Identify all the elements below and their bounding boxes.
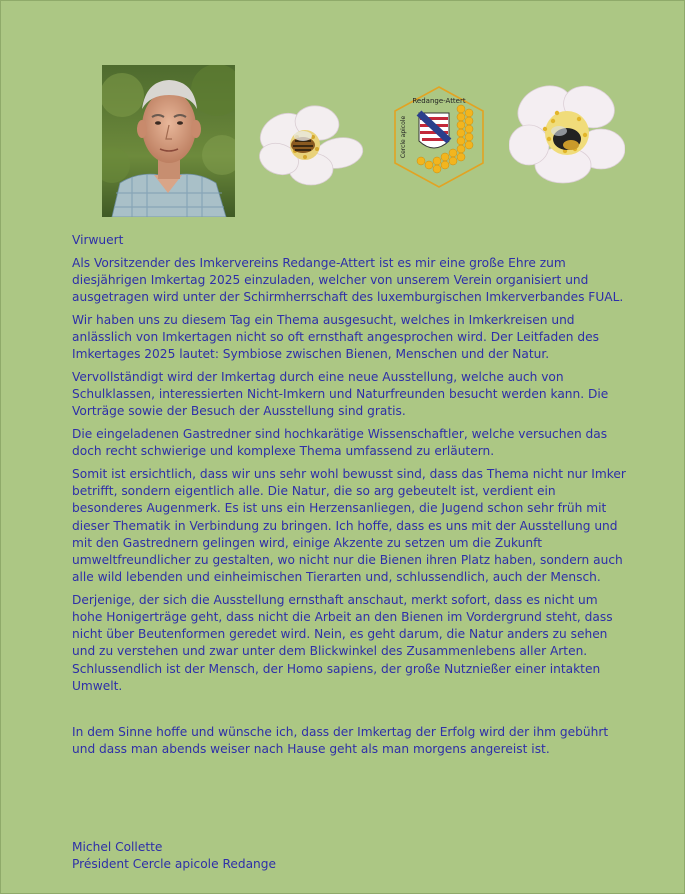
logo-top-text: Redange-Attert: [412, 97, 466, 105]
paragraph-4: Die eingeladenen Gastredner sind hochkarätige Wissenschaftler, welche versuchen das doch recht schwierige und komplexe Thema umfassend zu erläutern.: [72, 427, 608, 459]
flower-bumblebee-photo: [509, 79, 625, 187]
paragraph-1: Als Vorsitzender des Imkervereins Redange-Attert ist es mir eine große Ehre zum diesjährigen Imkertag 2025 einzuladen, welcher von unserem Verein organisiert und ausgetragen wird unter der Schirmherrschaft des luxemburgischen Imkerverbandes FUAL.: [72, 255, 624, 305]
paragraph-2: Wir haben uns zu diesem Tag ein Thema ausgesucht, welches in Imkerkreisen und anlässlich von Imkertagen nicht so oft ernsthaft angesprochen wird. Der Leitfaden des Imkertages 2025 lautet: Symbiose zwischen Bienen, Menschen und der Natur.: [72, 312, 599, 362]
author-portrait: [102, 65, 235, 217]
flower-bee-photo: [253, 103, 365, 189]
logo-side-text: Cercle apicole: [400, 115, 407, 159]
letter-body: [72, 232, 628, 764]
club-logo: [389, 83, 489, 191]
letter-heading: Virwuert: [72, 233, 124, 247]
signature-block: [72, 839, 276, 873]
paragraph-6: Derjenige, der sich die Ausstellung ernsthaft anschaut, merkt sofort, dass es nicht um hohe Honigerträge geht, dass nicht die Arbeit an den Bienen im Vordergrund steht, dass nicht über Beutenformen geredet wird. Nein, es geht darum, die Natur anders zu sehen und zu verstehen und zwar unter dem Blickwinkel des Zusammenlebens aller Arten. Schlussendlich ist der Mensch, der Homo sapiens, der große Nutznießer einer intakten Umwelt.: [72, 592, 613, 693]
signature-name: Michel Collette: [72, 840, 163, 854]
paragraph-7: In dem Sinne hoffe und wünsche ich, dass der Imkertag der Erfolg wird der ihm gebührt und dass man abends weiser nach Hause geht als man morgens angereist ist.: [72, 725, 609, 757]
signature-role: Président Cercle apicole Redange: [72, 857, 277, 871]
paragraph-5: Somit ist ersichtlich, dass wir uns sehr wohl bewusst sind, dass das Thema nicht nur Imker betrifft, sondern eigentlich alle. Die Natur, die so arg gebeutelt ist, verdient ein besonderes Augenmerk. Es ist uns ein Herzensanliegen, die Jugend schon sehr früh mit dieser Thematik in Verbindung zu bringen. Ich hoffe, dass es uns mit der Ausstellung und mit den Gastrednern gelingen wird, einige Akzente zu setzen um die Zukunft umweltfreundlicher zu gestalten, wo nicht nur die Bienen ihren Platz haben, sondern auch alle wild lebenden und einheimischen Tierarten und, schlussendlich, auch der Mensch.: [72, 466, 626, 585]
paragraph-3: Vervollständigt wird der Imkertag durch eine neue Ausstellung, welche auch von Schulklassen, interessierten Nicht-Imkern und Naturfreunden besucht werden kann. Die Vorträge sowie der Besuch der Ausstellung sind gratis.: [72, 369, 609, 419]
